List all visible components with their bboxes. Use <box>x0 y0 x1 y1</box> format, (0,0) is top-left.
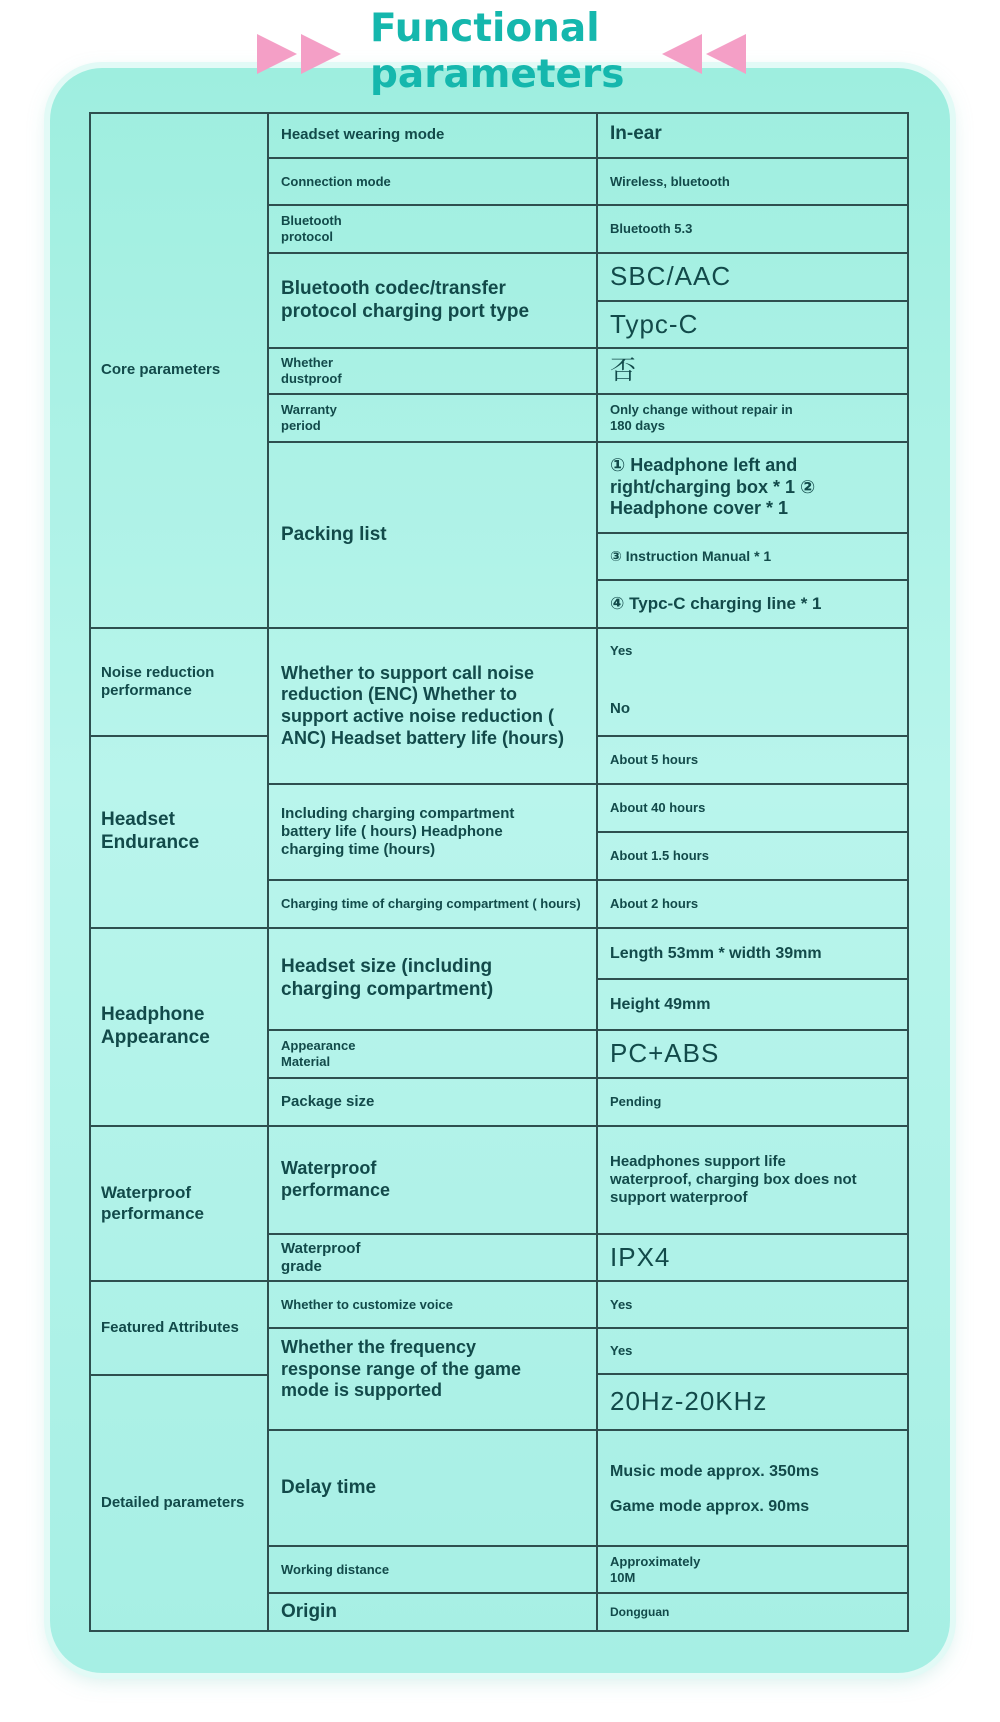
value-packing-1: ① Headphone left and right/charging box * 1 ② Headphone cover * 1 <box>598 443 909 534</box>
value-customize-voice: Yes <box>598 1282 909 1329</box>
param-appearance-material: Appearance Material <box>269 1031 598 1079</box>
param-noise-battery: Whether to support call noise reduction (ENC) Whether to support active noise reduction ( ANC) Headset battery life (hours) <box>269 629 598 785</box>
value-origin: Dongguan <box>598 1594 909 1632</box>
value-codec: SBC/AAC <box>598 254 909 302</box>
param-packing-list: Packing list <box>269 443 598 629</box>
value-warranty: Only change without repair in 180 days <box>598 395 909 443</box>
value-compartment-charging: About 2 hours <box>598 881 909 929</box>
parameter-table <box>89 112 909 1632</box>
category-detailed: Detailed parameters <box>89 1376 269 1632</box>
value-packing-2: ③ Instruction Manual * 1 <box>598 534 909 581</box>
left-arrows-icon <box>658 30 748 78</box>
param-package-size: Package size <box>269 1079 598 1127</box>
value-bt-protocol: Bluetooth 5.3 <box>598 206 909 254</box>
param-bt-protocol: Bluetooth protocol <box>269 206 598 254</box>
value-package-size: Pending <box>598 1079 909 1127</box>
param-headset-size: Headset size (including charging compartment) <box>269 929 598 1031</box>
category-appearance: Headphone Appearance <box>89 929 269 1127</box>
value-enc: Yes <box>598 629 909 683</box>
category-noise: Noise reduction performance <box>89 629 269 737</box>
param-connection-mode: Connection mode <box>269 159 598 206</box>
param-waterproof-grade: Waterproof grade <box>269 1235 598 1282</box>
value-material: PC+ABS <box>598 1031 909 1079</box>
value-frequency: 20Hz-20KHz <box>598 1375 909 1431</box>
value-size-2: Height 49mm <box>598 980 909 1031</box>
value-game-mode: Yes <box>598 1329 909 1375</box>
param-dustproof: Whether dustproof <box>269 349 598 395</box>
value-charging-time: About 1.5 hours <box>598 833 909 881</box>
value-charging-port: Typc-C <box>598 302 909 349</box>
value-packing-3: ④ Typc-C charging line * 1 <box>598 581 909 629</box>
page-title <box>370 6 625 98</box>
param-customize-voice: Whether to customize voice <box>269 1282 598 1329</box>
param-working-distance: Working distance <box>269 1547 598 1594</box>
value-compartment-life: About 40 hours <box>598 785 909 833</box>
category-endurance: Headset Endurance <box>89 737 269 929</box>
param-compartment-charging: Charging time of charging compartment ( hours) <box>269 881 598 929</box>
param-delay-time: Delay time <box>269 1431 598 1547</box>
value-wearing-mode: In-ear <box>598 112 909 159</box>
category-waterproof: Waterproof performance <box>89 1127 269 1282</box>
param-charging-life: Including charging compartment battery life ( hours) Headphone charging time (hours) <box>269 785 598 881</box>
value-waterproof-performance: Headphones support life waterproof, charging box does not support waterproof <box>598 1127 909 1235</box>
param-wearing-mode: Headset wearing mode <box>269 112 598 159</box>
value-battery-life: About 5 hours <box>598 737 909 785</box>
value-anc: No <box>598 683 909 737</box>
category-core: Core parameters <box>89 112 269 629</box>
value-working-distance: Approximately 10M <box>598 1547 909 1594</box>
title-line-1: Functional <box>370 6 600 51</box>
category-featured: Featured Attributes <box>89 1282 269 1376</box>
param-origin: Origin <box>269 1594 598 1632</box>
value-waterproof-grade: IPX4 <box>598 1235 909 1282</box>
param-warranty: Warranty period <box>269 395 598 443</box>
value-delay-music: Music mode approx. 350ms <box>598 1431 909 1489</box>
title-line-2: parameters <box>370 52 625 97</box>
param-waterproof-performance: Waterproof performance <box>269 1127 598 1235</box>
param-codec-charging: Bluetooth codec/transfer protocol charging port type <box>269 254 598 349</box>
value-connection-mode: Wireless, bluetooth <box>598 159 909 206</box>
value-size-1: Length 53mm * width 39mm <box>598 929 909 980</box>
value-dustproof: 否 <box>598 349 909 395</box>
right-arrows-icon <box>255 30 345 78</box>
param-game-mode-freq: Whether the frequency response range of the game mode is supported <box>269 1329 598 1431</box>
value-delay-game: Game mode approx. 90ms <box>598 1489 909 1547</box>
